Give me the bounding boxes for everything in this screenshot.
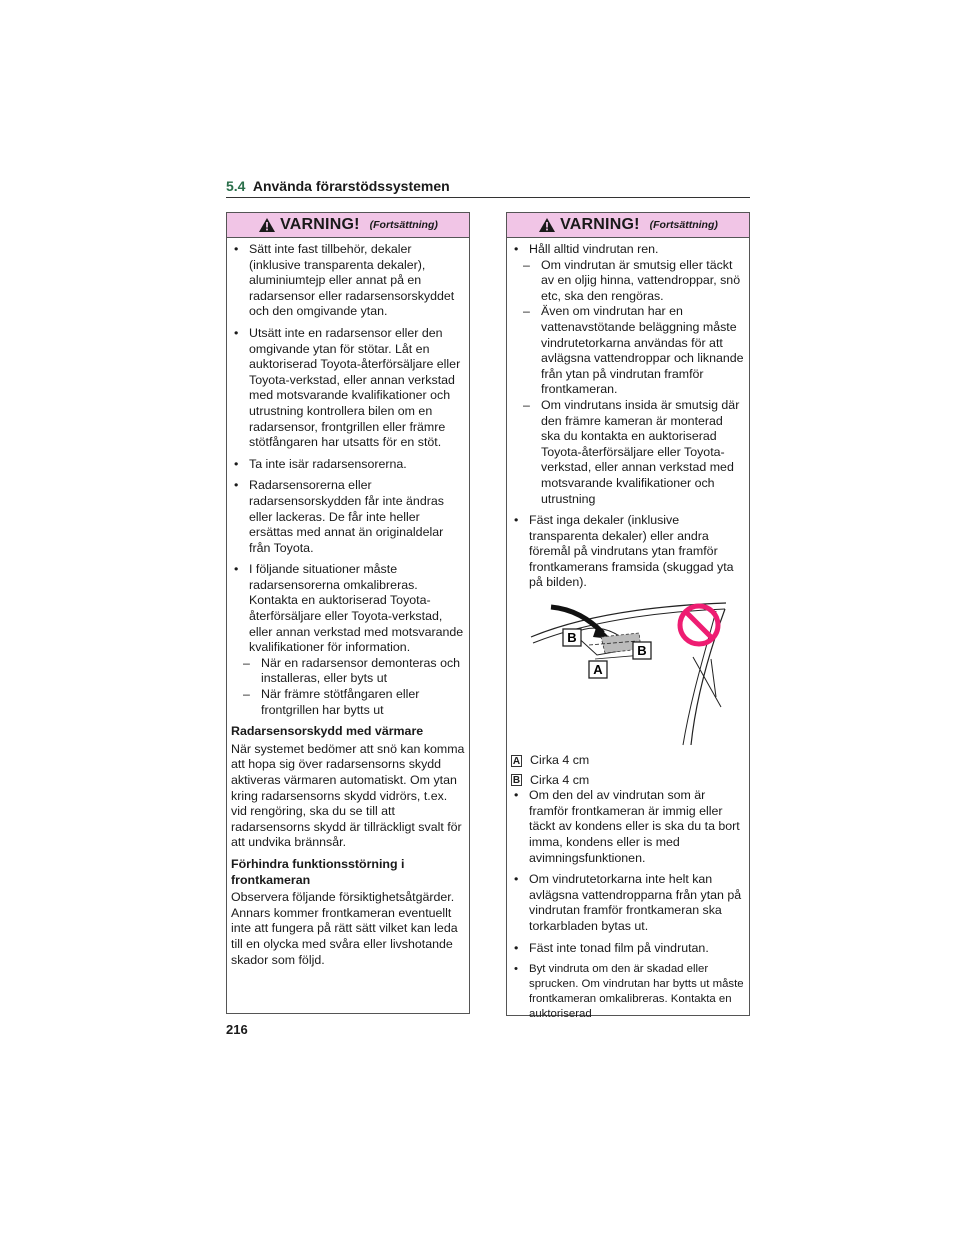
- sub-list: [511, 258, 745, 508]
- legend-key: A: [512, 755, 521, 767]
- warning-triangle-icon: [258, 217, 276, 233]
- legend-text: Cirka 4 cm: [530, 772, 590, 787]
- legend-row: [511, 773, 745, 789]
- sub-item: – Om vindrutan är smutsig eller täckt av en oljig hinna, vattendroppar, snö etc, ska den rengöras.: [523, 258, 745, 305]
- sub-item: – När en radarsensor demonteras och installeras, eller byts ut: [243, 656, 465, 687]
- subheading: Radarsensorskydd med värmare: [231, 724, 424, 739]
- windshield-figure: [511, 597, 745, 747]
- sub-item: – När främre stötfångaren eller frontgrillen har bytts ut: [243, 687, 465, 718]
- section-number: 5.4: [226, 178, 246, 194]
- warning-triangle-icon: [538, 217, 556, 233]
- warning-title: VARNING!: [280, 216, 360, 233]
- warning-body: [227, 238, 469, 968]
- list-item: • Radarsensorerna eller radarsensorskydden får inte ändras eller lackeras. De får inte heller ersättas med annat än originaldelar från Toyota.: [231, 478, 465, 556]
- list-item: • Byt vindruta om den är skadad eller sprucken. Om vindrutan har bytts ut måste frontkameran omkalibreras. Kontakta en auktoriserad: [511, 962, 745, 1022]
- list-item: • Om den del av vindrutan som är framför frontkameran är immig eller täckt av kondens eller is ska du ta bort imma, kondens eller is med avimningsfunktionen.: [511, 788, 745, 866]
- warning-title: VARNING!: [560, 216, 640, 233]
- list-item: • Fäst inga dekaler (inklusive transparenta dekaler) eller andra föremål på vindrutans ytan framför frontkamerans framsida (skuggad yta på bilden).: [511, 513, 745, 591]
- warning-body: [507, 238, 749, 1022]
- figure-label-b: B: [637, 643, 647, 659]
- list-item: • Utsätt inte en radarsensor eller den omgivande ytan för stötar. Låt en auktoriserad Toyota-återförsäljare eller Toyota-verkstad, eller annan verkstad med motsvarande kvalifikationer och utrustning kontrollera bilen om en radarsensor, frontgrillen eller främre stötfångaren har utsatts för en stöt.: [231, 326, 465, 451]
- list-item: • Om vindrutetorkarna inte helt kan avlägsna vattendropparna från ytan på vindrutan framför frontkameran ska torkarbladen bytas ut.: [511, 872, 745, 934]
- sub-list: [231, 656, 465, 718]
- legend-text: Cirka 4 cm: [530, 753, 590, 768]
- subheading: Förhindra funktionsstörning i frontkameran: [231, 856, 405, 887]
- section-header: [226, 178, 750, 198]
- warning-subtitle: (Fortsättning): [649, 219, 718, 231]
- figure-label-b: B: [567, 630, 577, 646]
- legend-key: B: [512, 775, 521, 787]
- legend-row: [511, 753, 745, 769]
- warning-box-right: [506, 212, 750, 1021]
- paragraph: Observera följande försiktighetsåtgärder. Annars kommer frontkameran eventuellt inte att fungera på rätt sätt vilket kan leda till en olycka med svåra eller livshotande skador som följd.: [231, 890, 458, 967]
- paragraph: När systemet bedömer att snö kan komma att hopa sig över radarsensorns skydd aktiveras värmaren automatiskt. Om ytan kring radarsensorns skydd vidrörs, t.ex. vid rengöring, ska du se till att radarsensorns skydd är tillräckligt svalt för att undvika brännsår.: [231, 741, 465, 850]
- warning-header: [507, 213, 749, 238]
- sub-item: – Även om vindrutan har en vattenavstötande beläggning måste vindrutetorkarna användas för att avlägsna vattendroppar och liknande från ytan på vindrutan framför frontkameran.: [523, 304, 745, 398]
- sub-item: – Om vindrutans insida är smutsig där den främre kameran är monterad ska du kontakta en auktoriserad Toyota-återförsäljare eller Toyota-verkstad, eller annan verkstad med motsvarande kvalifikationer och utrustning: [523, 398, 745, 507]
- windshield-illustration: [511, 597, 743, 747]
- list-item: • Sätt inte fast tillbehör, dekaler (inklusive transparenta dekaler), aluminiumtejp eller annat på en radarsensor eller radarsensorskyddet och den omgivande ytan.: [231, 242, 465, 320]
- section-title: Använda förarstödssystemen: [252, 178, 450, 194]
- page-number: 216: [226, 1022, 248, 1037]
- figure-label-a: A: [593, 662, 603, 678]
- warning-header: [227, 213, 469, 238]
- list-item: • Håll alltid vindrutan ren.: [511, 242, 745, 258]
- warning-box-left: [226, 212, 470, 1014]
- list-item: • Fäst inte tonad film på vindrutan.: [511, 941, 745, 957]
- list-item: • I följande situationer måste radarsensorerna omkalibreras. Kontakta en auktoriserad Toyota-återförsäljare eller Toyota-verkstad, eller annan verkstad med motsvarande kvalifikationer för information.: [231, 562, 465, 656]
- warning-subtitle: (Fortsättning): [369, 219, 438, 231]
- list-item: • Ta inte isär radarsensorerna.: [231, 457, 465, 473]
